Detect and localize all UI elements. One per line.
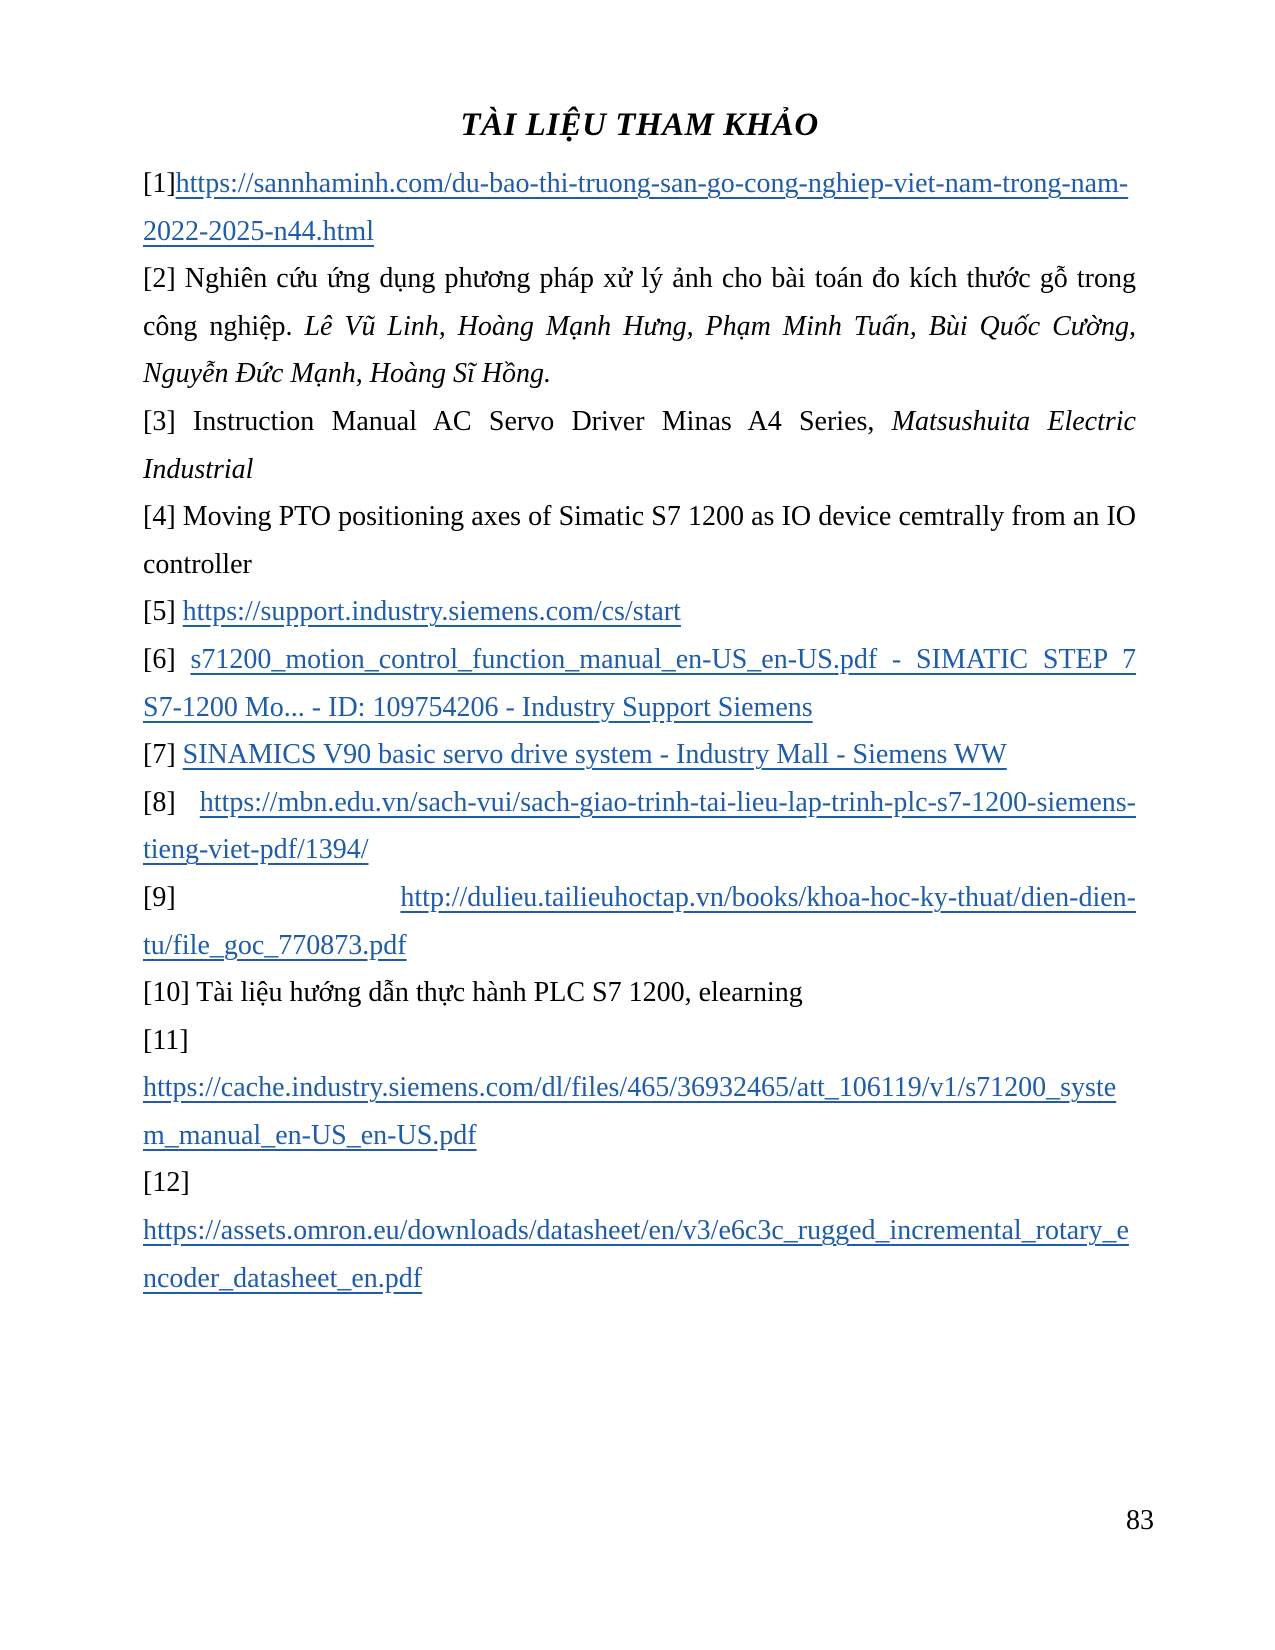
reference-text: [5] — [143, 596, 183, 628]
reference-item — [143, 779, 1136, 874]
reference-text: [2] Nghiên cứu ứng dụng phương pháp xử lý ảnh cho bài toán đo kích thước gỗ trong công nghiệp. — [143, 263, 1136, 342]
references-list — [143, 160, 1136, 1302]
reference-link[interactable]: https://cache.industry.siemens.com/dl/files/465/36932465/att_106119/v1/s71200_system_manual_en-US_en-US.pdf — [143, 1072, 1117, 1151]
reference-item — [143, 1159, 1136, 1302]
reference-link[interactable]: https://support.industry.siemens.com/cs/start — [182, 596, 681, 628]
reference-authors: Lê Vũ Linh, Hoàng Mạnh Hưng, Phạm Minh Tuấn, Bùi Quốc Cường, Nguyễn Đức Mạnh, Hoàng Sĩ Hồng. — [143, 310, 1136, 390]
page-title: TÀI LIỆU THAM KHẢO — [460, 107, 819, 143]
document-page — [143, 100, 1136, 1302]
reference-item — [143, 1017, 1136, 1160]
reference-item — [143, 588, 1136, 636]
reference-link[interactable]: https://mbn.edu.vn/sach-vui/sach-giao-trinh-tai-lieu-lap-trinh-plc-s7-1200-siemens-tieng-viet-pdf/1394/ — [143, 786, 1136, 866]
reference-item — [143, 255, 1136, 398]
reference-item — [143, 636, 1136, 731]
reference-link[interactable]: https://sannhaminh.com/du-bao-thi-truong-san-go-cong-nghiep-viet-nam-trong-nam-2022-2025-n44.html — [143, 168, 1129, 247]
reference-text: [12] — [143, 1167, 190, 1199]
reference-text: [11] — [143, 1024, 189, 1056]
reference-text: [6] — [143, 643, 191, 675]
reference-link[interactable]: https://assets.omron.eu/downloads/datasheet/en/v3/e6c3c_rugged_incremental_rotary_encoder_datasheet_en.pdf — [143, 1215, 1129, 1294]
reference-item — [143, 398, 1136, 493]
reference-text: [7] — [143, 739, 183, 771]
reference-text: [10] Tài liệu hướng dẫn thực hành PLC S7 1200, elearning — [143, 977, 803, 1009]
reference-text: [9] — [143, 881, 401, 913]
reference-text: [4] Moving PTO positioning axes of Simatic S7 1200 as IO device cemtrally from an IO controller — [143, 501, 1136, 580]
reference-link[interactable]: http://dulieu.tailieuhoctap.vn/books/khoa-hoc-ky-thuat/dien-dien-tu/file_goc_770873.pdf — [143, 881, 1136, 961]
reference-text: [3] Instruction Manual AC Servo Driver Minas A4 Series, — [143, 405, 892, 437]
reference-item — [143, 731, 1136, 779]
reference-link[interactable]: s71200_motion_control_function_manual_en-US_en-US.pdf - SIMATIC STEP 7 S7-1200 Mo... - ID: 109754206 - Industry Support Siemens — [143, 643, 1136, 723]
reference-link[interactable]: SINAMICS V90 basic servo drive system - Industry Mall - Siemens WW — [182, 739, 1007, 771]
reference-text: [1] — [143, 168, 176, 199]
reference-authors: Matsushuita Electric Industrial — [143, 405, 1136, 485]
reference-item — [143, 969, 1136, 1017]
reference-item — [143, 874, 1136, 969]
reference-item — [143, 160, 1136, 255]
page-number: 83 — [1126, 1505, 1154, 1536]
reference-text: [8] — [143, 786, 200, 818]
reference-item — [143, 493, 1136, 588]
